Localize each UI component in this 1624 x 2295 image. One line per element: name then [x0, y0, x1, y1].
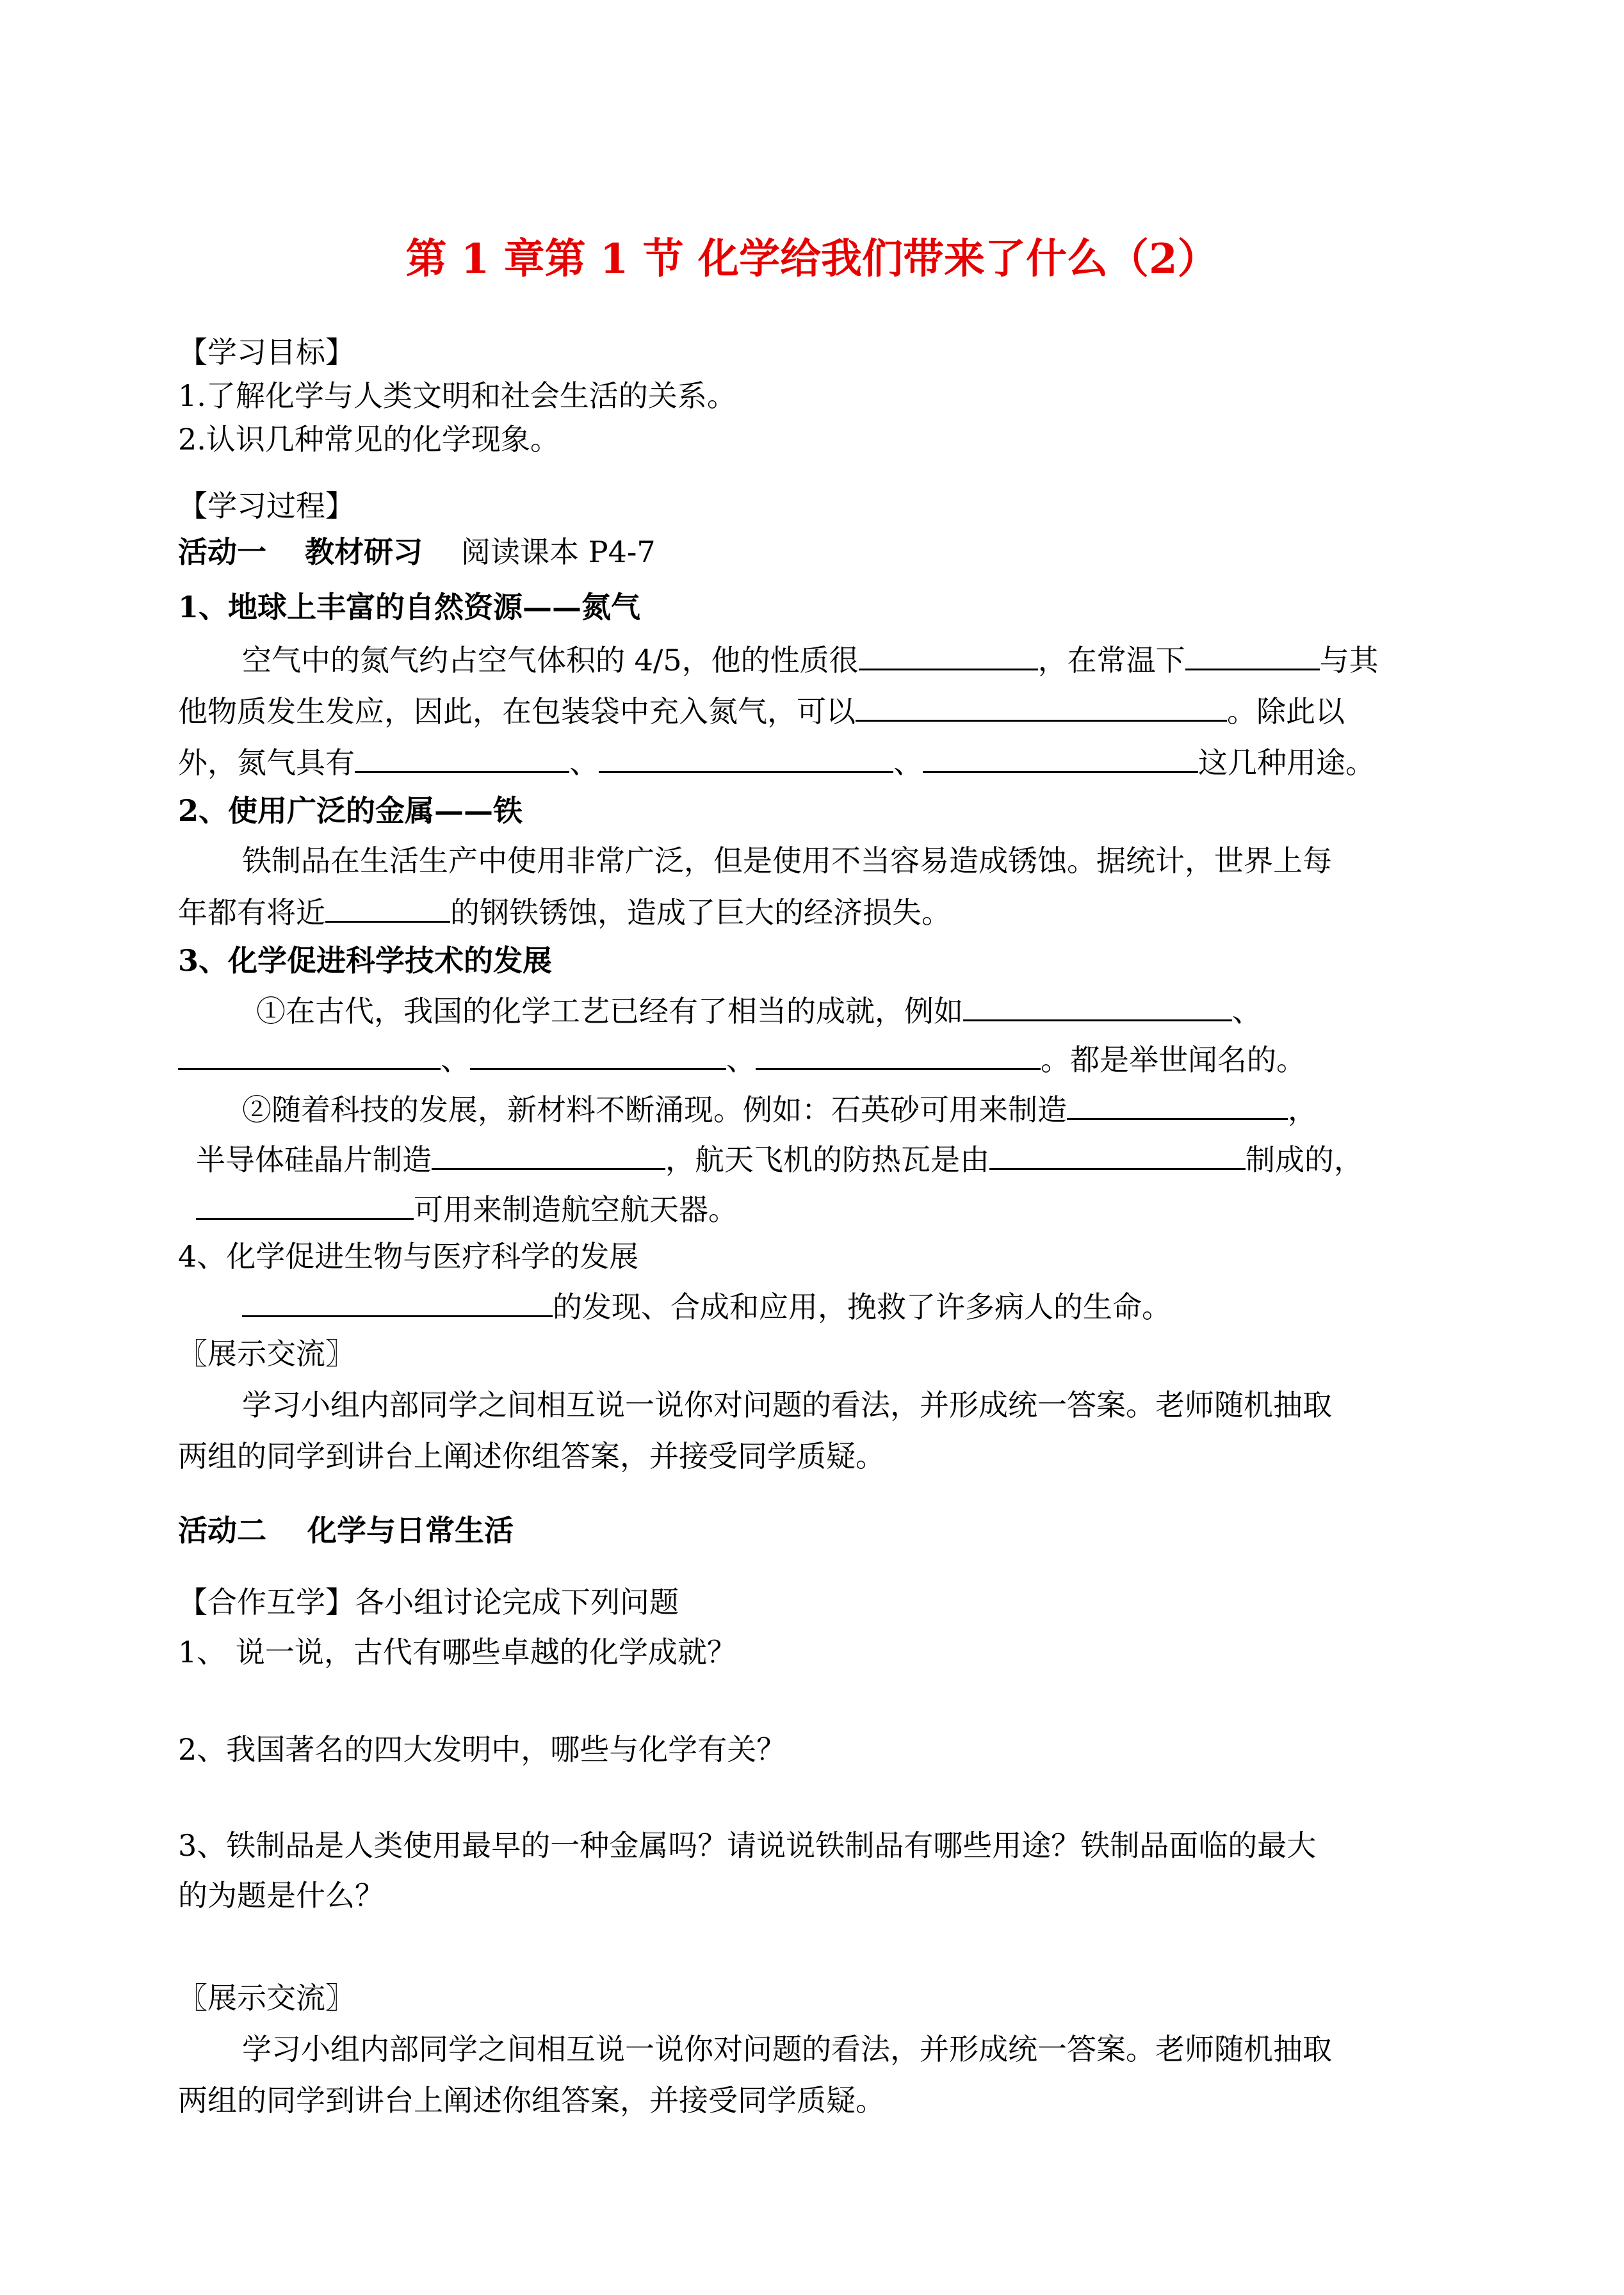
section1-line1: 空气中的氮气约占空气体积的 4/5，他的性质很 ，在常温下 与其: [242, 639, 1379, 679]
exchange1-line2: 两组的同学到讲台上阐述你组答案，并接受同学质疑。: [178, 1439, 885, 1473]
fill-blank[interactable]: [859, 639, 1038, 670]
objective-item-1: 1.了解化学与人类文明和社会生活的关系。: [178, 378, 736, 413]
fill-blank[interactable]: [599, 742, 893, 773]
fill-blank[interactable]: [856, 690, 1227, 722]
fill-blank[interactable]: [923, 742, 1198, 773]
cooperation-text: 各小组讨论完成下列问题: [355, 1585, 679, 1619]
cooperation-header: 【合作互学】: [178, 1585, 355, 1619]
exchange1-line1: 学习小组内部同学之间相互说一说你对问题的看法，并形成统一答案。老师随机抽取: [242, 1388, 1332, 1422]
activity1-name: 教材研习: [305, 535, 423, 569]
fill-blank[interactable]: [1067, 1089, 1288, 1120]
section3-line4: 半导体硅晶片制造 ，航天飞机的防热瓦是由 制成的，: [196, 1139, 1363, 1179]
section3-line1: ①在古代，我国的化学工艺已经有了相当的成就，例如 、: [256, 990, 1262, 1030]
activity1-note: 阅读课本 P4-7: [461, 535, 656, 569]
fill-blank[interactable]: [196, 1188, 414, 1220]
section1-line2: 他物质发生发应，因此，在包装袋中充入氮气，可以 。除此以: [178, 690, 1345, 731]
section3-line2: 、 、 。都是举世闻名的。: [178, 1039, 1306, 1079]
exchange2-line1: 学习小组内部同学之间相互说一说你对问题的看法，并形成统一答案。老师随机抽取: [242, 2032, 1332, 2066]
section1-heading: 1、地球上丰富的自然资源——氮气: [178, 590, 641, 624]
fill-blank[interactable]: [432, 1139, 665, 1170]
objective-item-2: 2.认识几种常见的化学现象。: [178, 422, 560, 457]
section3-heading: 3、化学促进科学技术的发展: [178, 943, 553, 978]
question-3-line1: 3、铁制品是人类使用最早的一种金属吗？请说说铁制品有哪些用途？铁制品面临的最大: [178, 1828, 1317, 1863]
fill-blank[interactable]: [355, 742, 569, 773]
process-header: 【学习过程】: [178, 489, 355, 523]
question-3-line2: 的为题是什么？: [178, 1878, 384, 1913]
exchange1-header: 〖展示交流〗: [178, 1336, 355, 1371]
page-title: 第 1 章第 1 节 化学给我们带来了什么（2）: [405, 235, 1219, 283]
fill-blank[interactable]: [756, 1039, 1041, 1070]
activity2-heading: 活动二 化学与日常生活: [178, 1513, 514, 1548]
section4-line1: 的发现、合成和应用，挽救了许多病人的生命。: [242, 1286, 1171, 1326]
question-1: 1、 说一说，古代有哪些卓越的化学成就？: [178, 1635, 736, 1669]
fill-blank[interactable]: [963, 990, 1232, 1021]
exchange2-header: 〖展示交流〗: [178, 1981, 355, 2015]
fill-blank[interactable]: [470, 1039, 726, 1070]
activity1-label: 活动一: [178, 535, 266, 569]
objectives-header: 【学习目标】: [178, 335, 355, 369]
fill-blank[interactable]: [1185, 639, 1320, 670]
exchange2-line2: 两组的同学到讲台上阐述你组答案，并接受同学质疑。: [178, 2083, 885, 2118]
section2-line2: 年都有将近 的钢铁锈蚀，造成了巨大的经济损失。: [178, 891, 951, 932]
activity1-heading: [178, 533, 656, 571]
section2-line1: 铁制品在生活生产中使用非常广泛，但是使用不当容易造成锈蚀。据统计，世界上每: [242, 843, 1332, 878]
section3-line5: 可用来制造航空航天器。: [196, 1188, 738, 1229]
question-2: 2、我国著名的四大发明中，哪些与化学有关？: [178, 1732, 786, 1767]
section2-heading: 2、使用广泛的金属——铁: [178, 793, 523, 828]
section3-line3: ②随着科技的发展，新材料不断涌现。例如：石英砂可用来制造 ，: [242, 1089, 1317, 1129]
section1-line3: 外，氮气具有 、 、 这几种用途。: [178, 742, 1375, 782]
fill-blank[interactable]: [178, 1039, 441, 1070]
fill-blank[interactable]: [989, 1139, 1246, 1170]
cooperation-line: [178, 1583, 679, 1621]
fill-blank[interactable]: [242, 1286, 553, 1317]
section4-heading: 4、化学促进生物与医疗科学的发展: [178, 1239, 639, 1274]
fill-blank[interactable]: [325, 891, 450, 923]
